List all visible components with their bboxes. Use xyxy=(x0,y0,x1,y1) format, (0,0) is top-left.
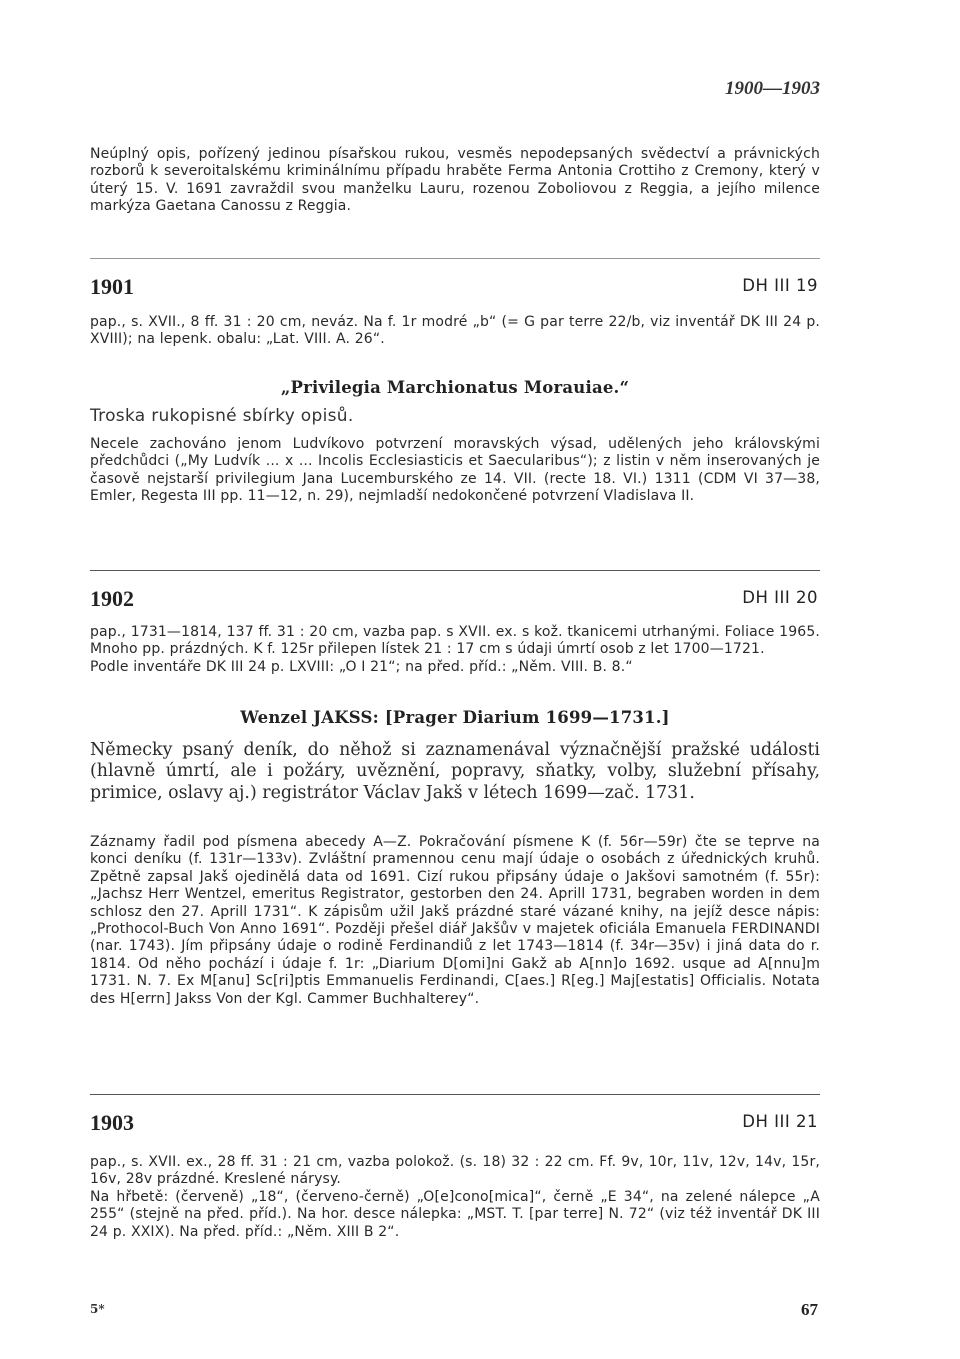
entry-number: 1902 xyxy=(90,586,134,611)
entry-1902-title: Wenzel JAKSS: [Prager Diarium 1699—1731.] xyxy=(240,708,670,727)
description-text: Necele zachováno jenom Ludvíkovo potvrzení moravských výsad, udělených jeho královskými předchůdci („My Ludvík ... x ... Incolis Ecclesiasticis et Saecularibus“); z listin v něm inserovaných je časově nejstarší privilegium Jana Lucemburského ze 14. VII. (recte 18. VI.) 1311 (CDM VI 37—38, Emler, Regesta III pp. 11—12, n. 29), nejmladší nedokončené potvrzení Vladislava II. xyxy=(90,436,820,505)
physical-description: pap., 1731—1814, 137 ff. 31 : 20 cm, vazba pap. s XVII. ex. s kož. tkanicemi utrhanými. Foliace 1965. Mnoho pp. prázdných. K f. 125r přilepen lístek 21 : 17 cm s údaji úmrtí osob z let 1700—1721. xyxy=(90,624,820,658)
entry-1901-header xyxy=(90,274,820,300)
entry-signature: DH III 20 xyxy=(742,588,818,607)
entry-1903-physical xyxy=(90,1154,820,1241)
intro-text: Neúplný opis, pořízený jedinou písařskou rukou, vesměs nepodepsaných svědectví a právnických rozborů k severoitalskému kriminálnímu případu hraběte Ferma Antonia Crottiho z Cremony, který v úterý 15. V. 1691 zavraždil svou manželku Lauru, rozenou Zoboliovou z Reggia, a jejího milence markýza Gaetana Canossu z Reggia. xyxy=(90,146,820,215)
entry-1901-description xyxy=(90,436,820,506)
entry-number: 1901 xyxy=(90,274,134,299)
entry-1902-header xyxy=(90,586,820,612)
entry-1901-physical xyxy=(90,314,820,349)
entry-1901-title: „Privilegia Marchionatus Morauiae.“ xyxy=(280,378,630,397)
physical-description-2: Podle inventáře DK III 24 p. LXVIII: „O I 21“; na před. příd.: „Něm. VIII. B. 8.“ xyxy=(90,658,633,675)
description-text: Záznamy řadil pod písmena abecedy A—Z. Pokračování písmene K (f. 56r—59r) čte se teprve na konci deníku (f. 131r—133v). Zvláštní pramennou cenu mají údaje o osobách z úřednických kruhů. Zpětně zapsal Jakš ojedinělá data od 1691. Cizí rukou připsány údaje o Jakšovi samotném (f. 55r): „Jachsz Herr Wentzel, emeritus Registrator, gestorben den 24. Aprill 1731, begraben worden in dem schlosz den 27. Aprill 1731“. K zápisům užil Jakš prázdné staré vázané knihy, na jejíž desce nápis: „Prothocol-Buch Von Anno 1691“. Později přešel diář Jakšův v majetek oficiála Emanuela FERDINANDI (nar. 1743). Jím připsány údaje o rodině Ferdinandiů z let 1743—1814 (f. 34r—35v) i jiná data do r. 1814. Od něho pochází i údaje f. 1r: „Diarium D[omi]ni Gakž ab A[nn]o 1692. usque ad A[nnu]m 1731. N. 7. Ex M[anu] Sc[ri]ptis Emmanuelis Ferdinandi, C[aes.] R[eg.] Maj[estatis] Officialis. Notata des H[errn] Jakss Von der Kgl. Cammer Buchhalterey“. xyxy=(90,834,820,1007)
entry-1902-physical xyxy=(90,624,820,676)
entry-number: 1903 xyxy=(90,1110,134,1135)
section-divider xyxy=(90,570,820,571)
physical-description: pap., s. XVII., 8 ff. 31 : 20 cm, neváz. Na f. 1r modré „b“ (= G par terre 22/b, viz inventář DK III 24 p. XVIII); na lepenk. obalu: „Lat. VIII. A. 26“. xyxy=(90,314,820,348)
signature-mark: 5* xyxy=(90,1302,105,1316)
entry-signature: DH III 19 xyxy=(742,276,818,295)
entry-1903-header xyxy=(90,1110,820,1136)
entry-1901-subtitle: Troska rukopisné sbírky opisů. xyxy=(90,406,354,426)
intro-block xyxy=(90,146,820,216)
entry-signature: DH III 21 xyxy=(742,1112,818,1131)
physical-description: pap., s. XVII. ex., 28 ff. 31 : 21 cm, vazba polokož. (s. 18) 32 : 22 cm. Ff. 9v, 10r, 11v, 12v, 14v, 15r, 16v, 28v prázdné. Kreslené nárysy. xyxy=(90,1154,820,1188)
entry-1902-summary: Německy psaný deník, do něhož si zaznamenával význačnější pražské události (hlavně úmrtí, ale i požáry, uvěznění, popravy, sňatky, volby, služební přísahy, primice, oslavy aj.) registrátor Václav Jakš v létech 1699—zač. 1731. xyxy=(90,740,820,803)
section-divider xyxy=(90,1094,820,1095)
page-number: 67 xyxy=(801,1300,818,1319)
entry-1902-description xyxy=(90,834,820,1008)
physical-description-2: Na hřbetě: (červeně) „18“, (červeno-černě) „O[e]cono[mica]“, černě „E 34“, na zelené nálepce „A 255“ (stejně na před. příd.). Na hor. desce nálepka: „MST. T. [par terre] N. 72“ (viz též inventář DK III 24 p. XXIX). Na před. příd.: „Něm. XIII B 2“. xyxy=(90,1188,820,1240)
section-divider xyxy=(90,258,820,259)
running-head: 1900—1903 xyxy=(725,78,820,99)
